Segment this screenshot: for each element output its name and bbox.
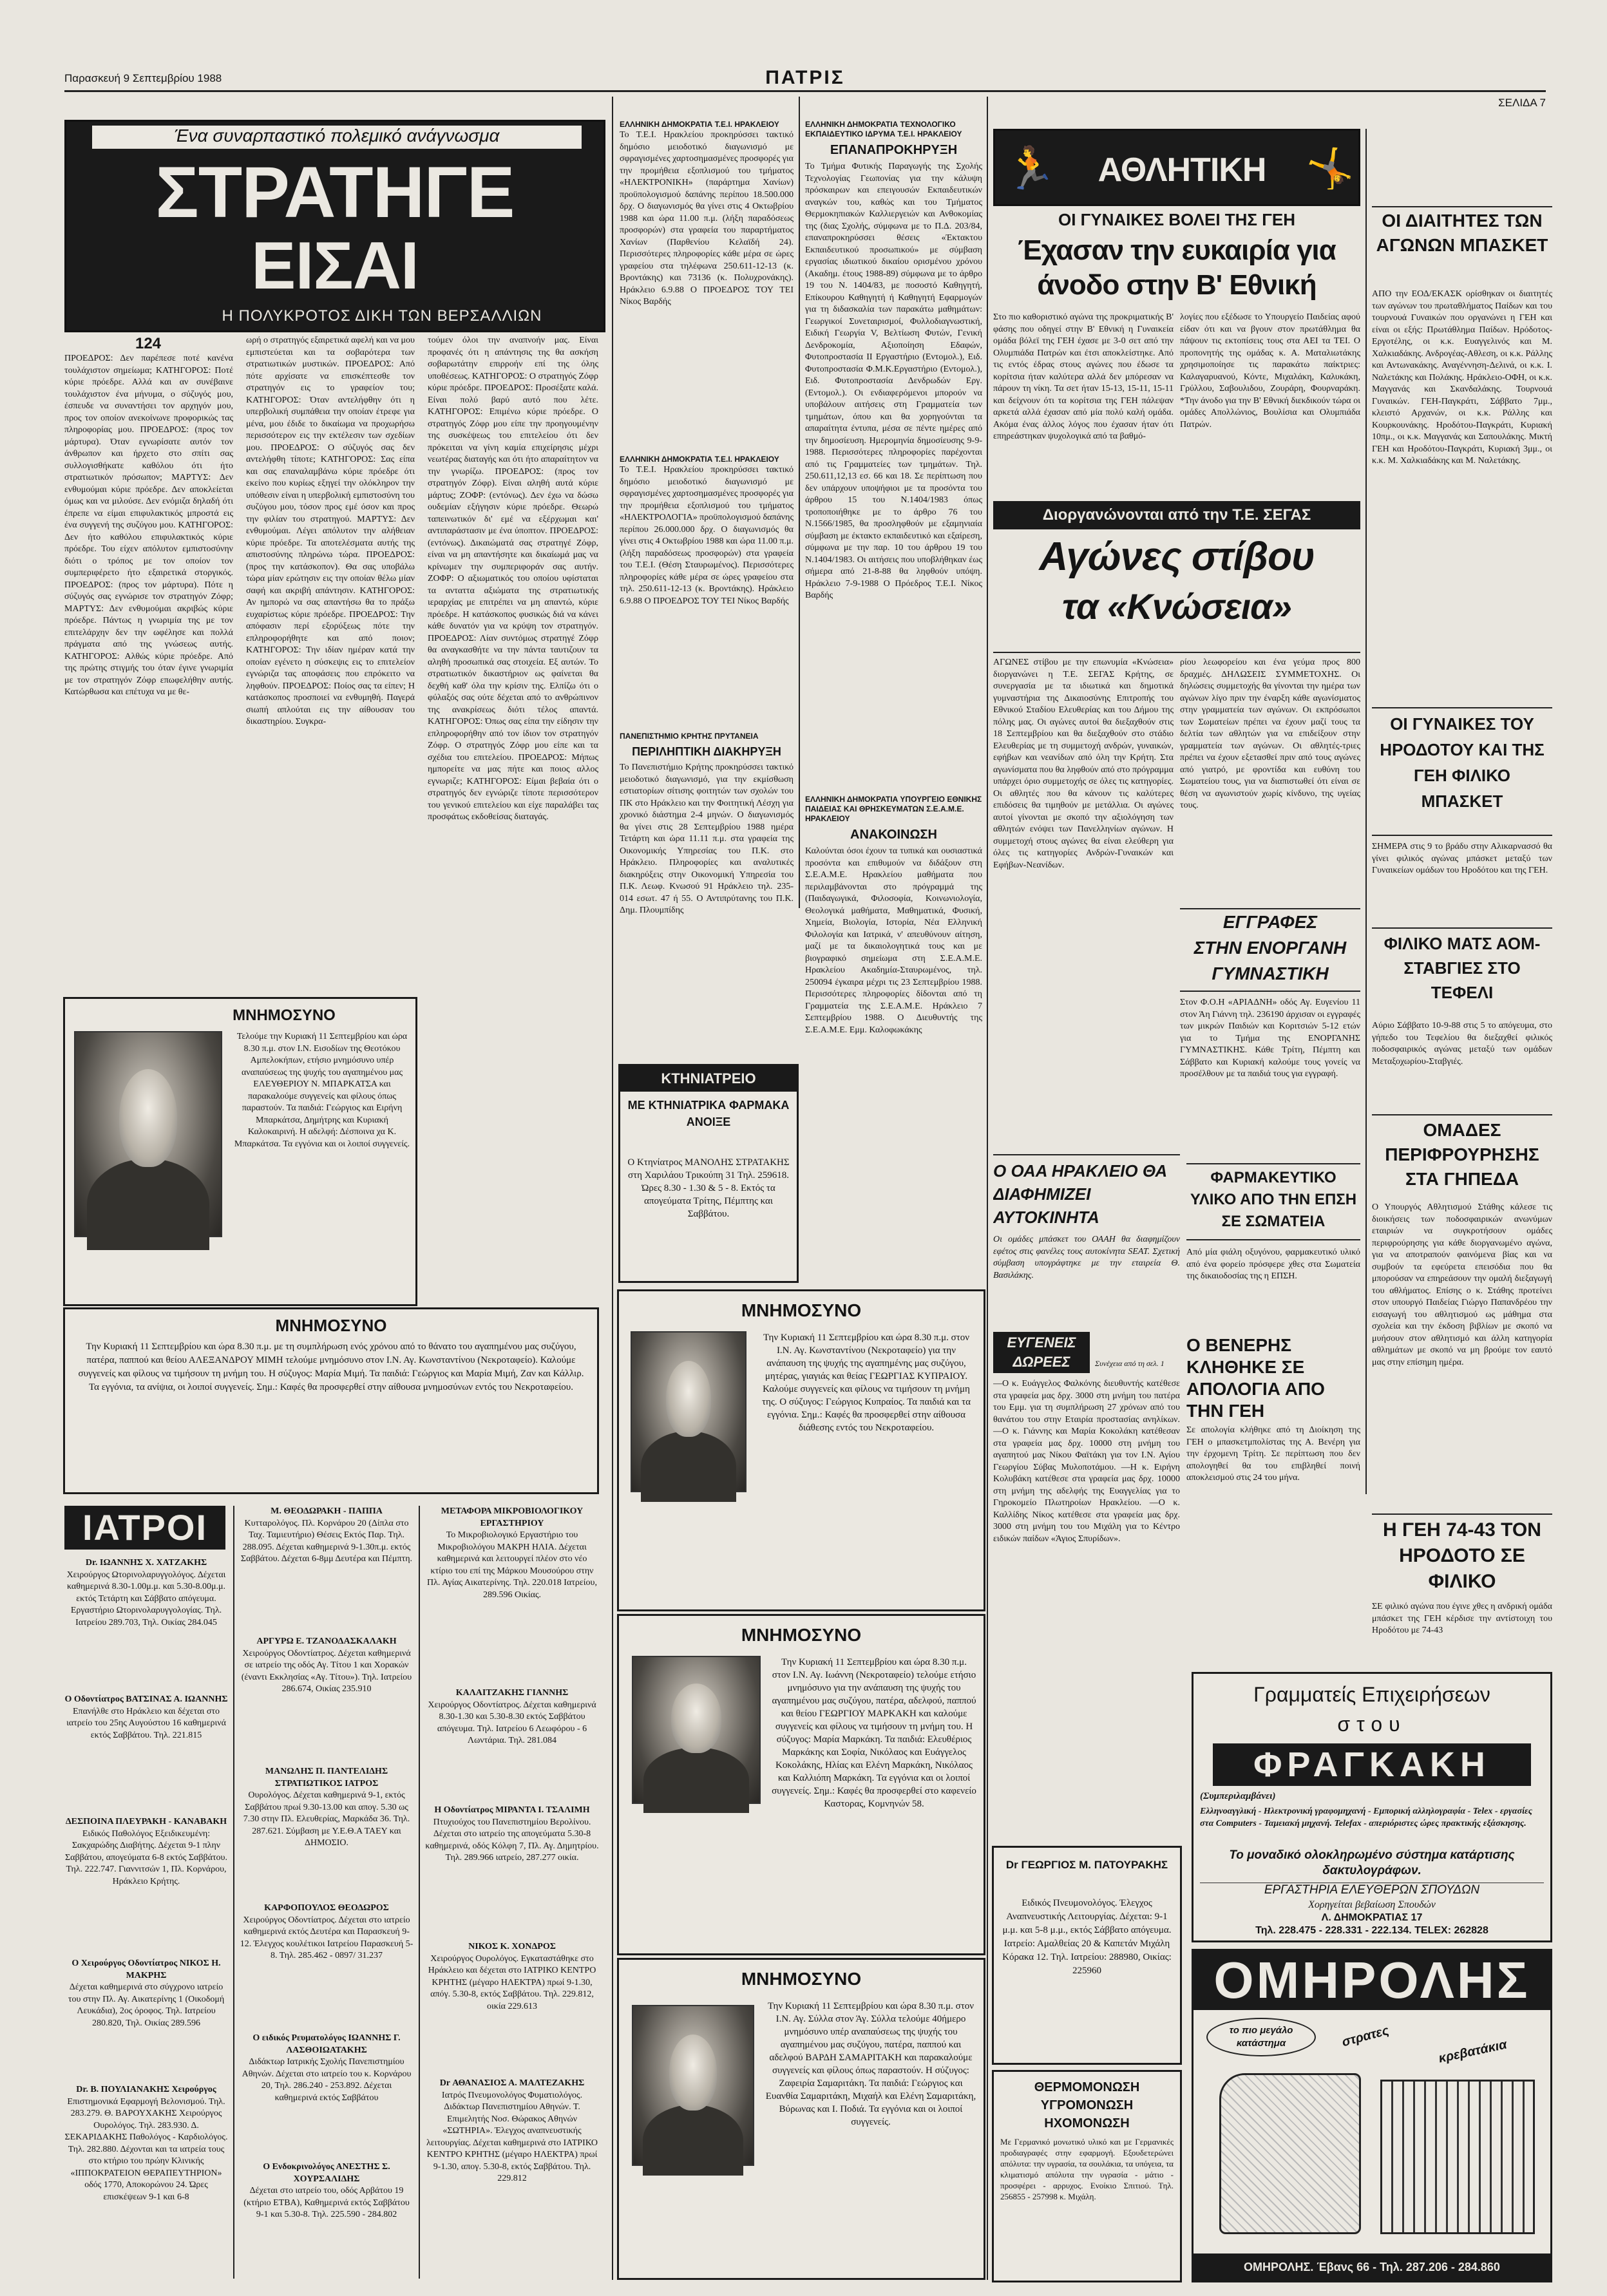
- notice-4-title: ΕΠΑΝΑΠΡΟΚΗΡΥΞΗ: [830, 143, 958, 157]
- vet-sub: ΜΕ ΚΤΗΝΙΑΤΡΙΚΑ ΦΑΡΜΑΚΑ ΑΝΟΙΞΕ: [627, 1099, 790, 1128]
- fragkaki-sub: (Συμπεριλαμβάνει): [1200, 1791, 1276, 1801]
- doctor-c2-5: [240, 2033, 414, 2155]
- doctor-c1-4-name: Ο Χειρούργος Οδοντίατρος ΝΙΚΟΣ Η. ΜΑΚΡΗΣ: [71, 1959, 221, 1980]
- serial-column-2: ωρή ο στρατηγός εξαιρετικά αφελή και να μου εμπιστεύεται και τα σοβαρότερα των στρατιωτικών μυστικών. ΠΡΟΕΔΡΟΣ: Από πότε αρχίσατε να επισκέπτεσθε τον στρατηγόν εις το γραφείον του; ΚΑΤΗΓΟΡΟΣ: Όταν αντελήφθην ότι η υπερβολική συμπάθεια την οποίαν έτρεφε για μένα, μου έδιδε το δικαίωμα να προχωρήσω περισσότερον εις την εκτέλεσιν των σχεδίων μου. ΠΡΟΕΔΡΟΣ: Ο σύζυγός σας δεν αντελήφθη τίποτε; ΚΑΤΗΓΟΡΟΣ: Σας είπα και σας επαναλαμβάνω κύριε πρόεδρε ότι εκείνο που κυρίως εξηγεί την ολόκληρον την υπόθεσιν είναι η υπερβολική εμπιστοσύνη του συζύγου μου, τόσον προς εμέ όσον και προς την φιλίαν του στρατηγού. ΜΑΡΤΥΣ: Δεν ενθυμούμαι. Λέγει απόλυτον την αλήθειαν κύριε πρόεδρε. Τα αποτελέσματα αυτής της απιστοσύνης πληρώνω τώρα. ΠΡΟΕΔΡΟΣ: (προς την κατάσκοπον). Θα σας υποβάλω τώρα μίαν ερώτησιν εις την οποίαν θέλω μίαν σαφή και ακριβή απάντησιν. ΚΑΤΗΓΟΡΟΣ: Αν ημπορώ να σας απαντήσω θα το πράξω ευχαρίστως κύριε πρόεδρε. ΠΡΟΕΔΡΟΣ: Την απόφασιν περί εξορύξεως πότε την επληροφορήθητε και από ποιον; ΚΑΤΗΓΟΡΟΣ: Την ιδίαν ημέραν κατά την οποίαν εγένετο η σύσκεψις εις το επιτελείον εγνώριζα τας αποφάσεις που επρόκειτο να ληφθούν. ΠΡΟΕΔΡΟΣ: Ποίος σας τα είπεν; Η κατάσκοπος προσποιεί να ενθυμηθή. Παγερά σιωπή απλούται εις την αίθουσαν του δικαστηρίου. Συγκρα-: [246, 336, 415, 726]
- fragkaki-name: ΦΡΑΓΚΑΚΗ: [1213, 1743, 1531, 1786]
- doctor-patourakis-ad: [992, 1846, 1182, 2065]
- memorial-1-photo: [74, 1031, 222, 1237]
- notice-tei-electrical: [620, 455, 794, 725]
- omiroli-tag-2: στρατες: [1340, 2023, 1391, 2050]
- segas-kicker: Διοργανώνονται από την Τ.Ε. ΣΕΓΑΣ: [993, 501, 1360, 529]
- serial-column-1: ΠΡΟΕΔΡΟΣ: Δεν παρέπεσε ποτέ κανένα τουλάχιστον σημείωμα; ΚΑΤΗΓΟΡΟΣ: Ποτέ κύριε πρόεδρε. Αλλά και αν συνέβαινε τουλάχιστον ένα μήνυμα, ο σύζυγός μου, έσπευδε να συναντήσει τον αρχηγόν μου, προς τον οποίον ανεκοίνωνε προφορικώς τας πληροφορίας μου. ΠΡΟΕΔΡΟΣ: (προς τον μάρτυρα). Όταν εγνωρίσατε αυτόν τον άνθρωπον και ήρχετο στο σπίτι σας συλλογισθήκατε καθόλου ότι ήτο στρατιωτικόν πρόσωπον; ΜΑΡΤΥΣ: Δεν ενθυμούμαι κύριε πρόεδρε. Δεν αποκλείεται όμως και να μιλούσε. Δεν ενόμιζα δηλαδή ότι έπρεπε να είμαι επιφυλακτικός μπροστά εις ένα συγγενή της συζύγου μου. ΚΑΤΗΓΟΡΟΣ: Δεν ήτο καθόλου επιφυλακτικός κύριε πρόεδρε. Του είχεν απόλυτον εμπιστοσύνην διότι ο τρόπος με τον οποίον τον συμπεριφέρετο ήτο εξαιρετικά στοργικός. ΠΡΟΕΔΡΟΣ: (προς τον μάρτυρα). Πότε η σύζυγός σας εγνώρισε τον στρατηγόν Ζόφρ; ΜΑΡΤΥΣ: Δεν ενθυμούμαι ακριβώς κύριε πρόεδρε. Πάντως η γνωριμία της με τον επιτελάρχην δεν την ωφέλησε και πολλά πράγματα από της γνώσεως αυτής. ΚΑΤΗΓΟΡΟΣ: Αλθώς κύριε πρόεδρε. Από της πρώτης στιγμής του όταν έγινε γνωριμία με τον στρατηγόν Ζόφρ επωφελήθην αυτής. Κατώρθωσα και επέτυχα να με θε-: [64, 354, 233, 697]
- doctor-c2-5-name: Ο ειδικός Ρευματολόγος ΙΩΑΝΝΗΣ Γ. ΛΑΣΘΟΙΩΑΤΑΚΗΣ: [252, 2033, 401, 2055]
- column-divider-b: [799, 97, 800, 908]
- stroller-icon: [1219, 2073, 1361, 2234]
- gifts-banner: ΕΥΓΕΝΕΙΣ ΔΩΡΕΕΣ: [993, 1332, 1090, 1373]
- omiroli-tag-1: το πιο μεγάλο κατάστημα: [1206, 2018, 1316, 2056]
- doctor-c3-4-name: ΝΙΚΟΣ Κ. ΧΟΝΔΡΟΣ: [468, 1942, 556, 1951]
- serial-title-line2: ΕΙΣΑΙ: [251, 229, 419, 303]
- doctor-c2-3-name: ΜΑΝΩΛΗΣ Π. ΠΑΝΤΕΛΙΔΗΣ ΣΤΡΑΤΙΩΤΙΚΟΣ ΙΑΤΡΟΣ: [265, 1767, 388, 1788]
- gymnast-icon: 🤸: [1306, 147, 1355, 190]
- memorial-1-text: Τελούμε την Κυριακή 11 Σεπτεμβρίου και ώρα 8.30 π.μ. στον Ι.Ν. Εισοδίων της Θεοτόκου Αμπελοκήπων, ετήσιο μνημόσυνο υπέρ αναπαύσεως της ψυχής του αγαπημένου μας ΕΛΕΥΘΕΡΙΟΥ Ν. ΜΠΑΡΚΑΤΣΑ και παρακαλούμε συγγενείς και φίλους όπως παραστούν. Τα παιδιά: Γεώργιος και Ειρήνη Μπαρκάτσα, Δημήτρης και Κυριακή Καλοκαιρινή. Η αδελφή: Δέσποινα χα Κ. Μπαρκάτσα. Τα εγγόνια και οι λοιποί συγγενείς.: [234, 1032, 410, 1149]
- doctor-c3-5: [425, 2078, 599, 2277]
- patourakis-name: Dr ΓΕΩΡΓΙΟΣ Μ. ΠΑΤΟΥΡΑΚΗΣ: [1005, 1859, 1168, 1871]
- doctor-c2-1-name: Μ. ΘΕΟΔΩΡΑΚΗ - ΠΑΠΠΑ: [271, 1506, 383, 1516]
- pharma-title: ΦΑΡΜΑΚΕΥΤΙΚΟ ΥΛΙΚΟ ΑΠΟ ΤΗΝ ΕΠΣΗ ΣΕ ΣΩΜΑΤΕΙΑ: [1186, 1163, 1360, 1240]
- sports-banner: [993, 129, 1360, 206]
- runner-icon: 🏃: [1005, 146, 1056, 191]
- doctor-c3-2-name: ΚΑΛΑΙΤΖΑΚΗΣ ΓΙΑΝΝΗΣ: [455, 1688, 569, 1698]
- memorial-3-text: Την Κυριακή 11 Σεπτεμβρίου και ώρα 8.30 π.μ. στον Ι.Ν. Αγ. Κωνσταντίνου (Νεκροταφείο) για την ανάπαυση της ψυχής της αγαπημένης μας συζύγου, μητέρας, γιαγιάς και θείας ΓΕΩΡΓΙΑΣ ΚΥΠΡΑΙΟΥ. Καλούμε συγγενείς και φίλους να τιμήσουν τη μνήμη της. Ο σύζυγος: Γεώργιος Κυπραίος. Τα παιδιά και τα εγγόνια. Σημ.: Καφές θα προσφερθεί στην αίθουσα διάθεσης εντός του Νεκροταφείου.: [762, 1333, 971, 1433]
- fragkaki-text: Ελληνοαγγλική - Ηλεκτρονική γραφομηχανή - Εμπορική αλληλογραφία - Telex - εργασίες στα Computers - Ταμειακή μηχανή. Telefax - απεριόριστες ώρες πρακτικής εξάσκησης.: [1200, 1807, 1532, 1828]
- notice-5-title: ΑΝΑΚΟΙΝΩΣΗ: [850, 828, 937, 842]
- thermo-ad: [992, 2070, 1182, 2282]
- page-number: ΣΕΛΙΔΑ 7: [1498, 97, 1546, 109]
- doctor-c2-4-text: Χειρούργος Οδοντίατρος. Δέχεται στο ιατρείο καθημερινά εκτός Δευτέρα και Παρασκευή 9-12. Έλεγχος κουλέτικοι Ιατρείου Παρασκευή 5-8. Τηλ. 285.462 - 0897/ 31.237: [240, 1915, 414, 1960]
- gifts-continued: Συνέχεια από τη σελ. 1: [1095, 1359, 1165, 1368]
- gymnastics-text: Στον Φ.Ο.Η «ΑΡΙΑΔΝΗ» οδός Αγ. Ευγενίου 11 στον Άη Γιάννη τηλ. 236190 άρχισαν οι εγγραφές των μικρών Παιδιών και Κοριτσιών 5-12 ετών για το Τμήμα της ΕΝΟΡΓΑΝΗΣ ΓΥΜΝΑΣΤΙΚΗΣ. Κάθε Τρίτη, Πέμπτη και Σάββατο και Κυριακή καλούμε τους γονείς να προσέλθουν με τα παιδιά τους για εγγραφή.: [1180, 998, 1360, 1079]
- vet-title: ΚΤΗΝΙΑΤΡΕΙΟ: [620, 1066, 797, 1092]
- doctor-c1-4-text: Δέχεται καθημερινά στο σύγχρονο ιατρείο του στην Πλ. Αγ. Αικατερίνης 1 (Οικοδομή Λευκάδια), 2ος όροφος. Τηλ. Ιατρείου 280.820, Τηλ. Οικίας 289.596: [68, 1982, 225, 2028]
- veneris-title: Ο ΒΕΝΕΡΗΣ ΚΛΗΘΗΚΕ ΣΕ ΑΠΟΛΟΓΙΑ ΑΠΟ ΤΗΝ ΓΕΗ: [1186, 1335, 1325, 1421]
- serial-title-line1: ΣΤΡΑΤΗΓΕ: [155, 154, 515, 231]
- women-basket-title: ΟΙ ΓΥΝΑΙΚΕΣ ΤΟΥ ΗΡΟΔΟΤΟΥ ΚΑΙ ΤΗΣ ΓΕΗ ΦΙΛΙΚΟ ΜΠΑΣΚΕΤ: [1372, 707, 1552, 836]
- memorial-2-text: Την Κυριακή 11 Σεπτεμβρίου και ώρα 8.30 π.μ. με τη συμπλήρωση ενός χρόνου από το θάνατο του αγαπημένου μας συζύγου, πατέρα, παππού και θείου ΑΛΕΞΑΝΔΡΟΥ ΜΙΜΗ τελούμε μνημόσυνο στον Ι.Ν. Αγ. Κωνσταντίνου (Νεκροταφείο). Καλούμε συγγενείς και φίλους να τιμήσουν τη μνήμη του. Η σύζυγος: Μαρία Μιμή. Τα παιδιά: Γεώργιος και Μαρία Μιμή, Ζαν και Κάλλιρ. Τα εγγόνια, τα ανίψια, οι λοιποί συγγενείς. Σημ.: Καφές θα προσφερθεί στην αίθουσα μνημοσύνων εντός του Νεκροταφείου.: [78, 1342, 584, 1392]
- notice-1-head: ΕΛΛΗΝΙΚΗ ΔΗΜΟΚΡΑΤΙΑ Τ.Ε.Ι. ΗΡΑΚΛΕΙΟΥ: [620, 120, 779, 129]
- volley-col-2: λογίες που εξέδωσε το Υπουργείο Παιδείας αφού είδαν ότι και να βγουν στον πρωτάθλημα θα πάψουν τις εκτοπίσεις τους στα ΑΕΙ τα ΤΕΙ. Ο προπονητής της ομάδας κ. Α. Ματαλιωτάκης χρησιμοποίησε τις παρακάτω παίκτριες: Καλαγαρυανού, Κόντε, Μιχαλάκη, Καλυκάκη, Γρύλλου, Σαβουλιδου, Ζουράρη, Φουρναράκη. *Την άνοδο για την Β' Εθνική διεκδικούν τώρα οι ομάδες Απολλώνιος, Βουλίσια και Ολυμπιάδα Πατρών.: [1180, 312, 1360, 430]
- fragkaki-tel: Τηλ. 228.475 - 228.331 - 222.134. TELEX: 262828: [1255, 1925, 1488, 1936]
- vet-clinic-ad: [618, 1064, 799, 1283]
- fragkaki-line-2: στου: [1337, 1713, 1407, 1736]
- aom-text: Αύριο Σάββατο 10-9-88 στις 5 το απόγευμα, στο γήπεδο του Τεφελίου θα διεξαχθεί φιλικός ποδοσφαιρικός αγώνας μεταξύ των ομάδων Μεταξοχωρίου-Σταβγιές.: [1372, 1021, 1552, 1067]
- gei-title: Η ΓΕΗ 74-43 ΤΟΝ ΗΡΟΔΟΤΟ ΣΕ ΦΙΛΙΚΟ: [1372, 1513, 1552, 1597]
- veneris-text: Σε απολογία κλήθηκε από τη Διοίκηση της ΓΕΗ ο μπασκετμπολίστας της Α. Βενέρη για την έρχομενη Τρίτη. Σε περίπτωση που δεν απολογηθεί θα του επιβληθεί ποινή αποκλεισμού στις 24 του μήνα.: [1186, 1425, 1360, 1483]
- serial-kicker: Ένα συναρπαστικό πολεμικό ανάγνωσμα: [92, 126, 582, 149]
- doctors-divider-1: [233, 1506, 234, 2279]
- doctor-c3-4-text: Χειρούργος Ουρολόγος. Εγκαταστάθηκε στο Ηράκλειο και δέχεται στο ΙΑΤΡΙΚΟ ΚΕΝΤΡΟ ΚΡΗΤΗΣ (μέγαρο ΗΛΕΚΤΡΑ) πρωί 9-1.30, απόγ. 5.30-8, εκτός Σαββάτου. Τηλ. 229.812, οικία 229.613: [428, 1953, 596, 2011]
- aom-title: ΦΙΛΙΚΟ ΜΑΤΣ ΑΟΜ-ΣΤΑΒΓΙΕΣ ΣΤΟ ΤΕΦΕΛΙ: [1372, 927, 1552, 1018]
- doctor-c3-3: [425, 1805, 599, 1933]
- notice-4-head: ΕΛΛΗΝΙΚΗ ΔΗΜΟΚΡΑΤΙΑ ΤΕΧΝΟΛΟΓΙΚΟ ΕΚΠΑΙΔΕΥΤΙΚΟ ΙΔΡΥΜΑ Τ.Ε.Ι. ΗΡΑΚΛΕΙΟΥ: [805, 120, 962, 138]
- patrol-title: ΟΜΑΔΕΣ ΠΕΡΙΦΡΟΥΡΗΣΗΣ ΣΤΑ ΓΗΠΕΔΑ: [1372, 1114, 1552, 1198]
- doctor-c3-2-text: Χειρούργος Οδοντίατρος. Δέχεται καθημερινά 8.30-1.30 και 5.30-8.30 εκτός Σαββάτου απόγευμα. Τηλ. Ιατρείου 6 Λεωφόρου - 6 Λωντάρια. Τηλ. 281.084: [428, 1700, 596, 1745]
- column-divider-a: [612, 97, 613, 2280]
- volley-kicker: ΟΙ ΓΥΝΑΙΚΕΣ ΒΟΛΕΙ ΤΗΣ ΓΕΗ: [1058, 210, 1296, 229]
- thermo-text: Με Γερμανικό μονωτικό υλικό και με Γερμανικές προδιαγραφές στην εφαρμογή. Εξουδετερώνει απόλυτα: την υγρασία, τα σουλάκια, τα υπόγεια, τα κλιματισμό απόλυτα την υγρασία - μάτιο - προσφέρει - αρρυχος. Ενοίκιο Σπιτιού. Τηλ. 256855 - 257998 κ. Μιχάλη.: [1000, 2137, 1174, 2201]
- column-divider-d: [1365, 129, 1367, 1494]
- notice-tei-reannounce: [805, 120, 982, 790]
- doctor-c2-6: [240, 2161, 414, 2277]
- segas-col-2: ρίου λεωφορείου και ένα γεύμα προς 800 δραχμές. ΔΗΛΩΣΕΙΣ ΣΥΜΜΕΤΟΧΗΣ. Οι δηλώσεις συμμετοχής θα γίνονται την ημέρα των αγώνων λίγο πριν την έναρξη κάθε αγωνίσματος στην γραμματεία των αγώνων. Οι εκπρόσωποι των Σωματείων πρέπει να έχουν μαζί τους τα δελτία των αθλητών για να επιδείξουν στην γραμματεία των αγώνων. Οι αθλητές-τριες πρέπει να έχουν εξετασθεί πριν από τους αγώνες από γιατρό, με φροντίδα και ευθύνη του Σωματείου τους, για να διαπιστωθεί ότι είναι σε θέση να αγωνιστούν χωρίς κίνδυνο, της υγείας τους.: [1180, 658, 1360, 810]
- fragkaki-bullet: Το μοναδικό ολοκληρωμένο σύστημα κατάρτισης δακτυλογράφων.: [1229, 1848, 1515, 1877]
- gifts-text: —Ο κ. Ευάγγελος Φαλκόνης διευθυντής κατέθεσε στα γραφεία μας δρχ. 3000 στη μνήμη του πατέρα του Εμμ. για τη συμπλήρωση 27 χρόνων από του θανάτου του στην Εταιρία προστασίας ανηλίκων. —Ο κ. Γιάννης και Μαρία Κοκολάκη κατέθεσαν στα γραφεία μας δρχ. 10000 στη μνήμη του αγαπητού μας Νίκου Φαϊτάκη για τον Ι.Ν. Αγίου Γεωργίου Σύβας Μυλοποτάμου. —Η κ. Ειρήνη Κολυβάκη κατέθεσε στα γραφεία μας δρχ. 10000 στη μνήμη της αδελφής της Ευαγγελίας για το Γηροκομείο Πλωτηροίων Ηρακλείου. —Ο κ. Καλλίδης Νίκος κατέθεσε στα γραφεία μας δρχ. 3000 στη μνήμη του του Μιχάλη για το Κέντρο ειδικών παίδων «Άγιος Σπυρίδων».: [993, 1379, 1180, 1544]
- memorial-3-heading: ΜΝΗΜΟΣΥΝΟ: [741, 1300, 862, 1320]
- fragkaki-line-1: Γραμματείς Επιχειρήσεων: [1253, 1683, 1490, 1706]
- oaa-title: Ο ΟΑΑ ΗΡΑΚΛΕΙΟ ΘΑ ΔΙΑΦΗΜΙΖΕΙ ΑΥΤΟΚΙΝΗΤΑ: [993, 1154, 1180, 1231]
- notice-university: [620, 732, 794, 1060]
- doctor-c3-2: [425, 1687, 599, 1797]
- doctor-c1-2-name: Ο Οδοντίατρος ΒΑΤΣΙΝΑΣ Α. ΙΩΑΝΝΗΣ: [64, 1694, 228, 1704]
- memorial-1-heading: ΜΝΗΜΟΣΥΝΟ: [233, 1007, 336, 1024]
- oaa-text: Οι ομάδες μπάσκετ του ΟΑΑΗ θα διαφημίζουν εφέτος στις φανέλες τους αυτοκίνητα SEAT. Σχετική σύμβαση υπογράφτηκε με την εταιρεία Θ. Βασιλάκης.: [993, 1235, 1180, 1280]
- doctor-c1-1-name: Dr. ΙΩΑΝΝΗΣ Χ. ΧΑΤΖΑΚΗΣ: [85, 1558, 207, 1568]
- doctor-c2-2: [240, 1636, 414, 1758]
- omiroli-footer: ΟΜΗΡΟΛΗΣ. Έβανς 66 - Τηλ. 287.206 - 284.860: [1193, 2253, 1550, 2281]
- serial-subtitle: Η ΠΟΛΥΚΡΟΤΟΣ ΔΙΚΗ ΤΩΝ ΒΕΡΣΑΛΛΙΩΝ: [222, 307, 542, 325]
- omiroli-ad: [1192, 1949, 1552, 2282]
- notice-5-head: ΕΛΛΗΝΙΚΗ ΔΗΜΟΚΡΑΤΙΑ ΥΠΟΥΡΓΕΙΟ ΕΘΝΙΚΗΣ ΠΑΙΔΕΙΑΣ ΚΑΙ ΘΡΗΣΚΕΥΜΑΤΩΝ Σ.Ε.Α.Μ.Ε. ΗΡΑΚΛΕΙΟΥ: [805, 795, 982, 823]
- doctor-c2-5-text: Διδάκτωρ Ιατρικής Σχολής Πανεπιστημίου Αθηνών. Δέχεται στο ιατρείο του κ. Κορνάρου 20, Τηλ. 286.240 - 253.892. Δέχεται καθημερινά εκτός Σαββάτου: [242, 2057, 412, 2103]
- doctor-c2-3-text: Ουρολόγος. Δέχεται καθημερινά 9-1, εκτός Σαββάτου πρωί 9.30-13.00 και απογ. 5.30 ως 7.30 στην Πλ. Ελευθερίας, Μαρκάδα 36. Τηλ. 287.621. Σύμβαση με Υ.Ε.Θ.Α ΤΑΕΥ και ΔΗΜΟΣΙΟ.: [243, 1790, 410, 1848]
- omiroli-name: ΟΜΗΡΟΛΗΣ: [1193, 1951, 1550, 2010]
- fragkaki-cert: Χορηγείται βεβαίωση Σπουδών: [1308, 1899, 1436, 1910]
- doctor-c1-2-text: Επανήλθε στο Ηράκλειο και δέχεται στο ιατρείο του 25ης Αυγούστου 16 καθημερινά εκτός Σαββάτου. Τηλ. 221.815: [66, 1706, 226, 1740]
- memorial-box-4: [617, 1614, 985, 1955]
- gymnastics-heading: [1180, 908, 1360, 992]
- pharma-text: Από μία φιάλη οξυγόνου, φαρμακευτικό υλικό από ένα φορείο πρόσφερε χθες στα Σωματεία της δικαιοδοσίας της η ΕΠΣΗ.: [1186, 1248, 1360, 1281]
- doctor-c3-1-name: ΜΕΤΑΦΟΡΑ ΜΙΚΡΟΒΙΟΛΟΓΙΚΟΥ ΕΡΓΑΣΤΗΡΙΟΥ: [441, 1506, 584, 1528]
- patrol-text: Ο Υπουργός Αθλητισμού Στάθης κάλεσε τις διοικήσεις των ποδοσφαιρικών ανωνύμων εταιριών να συγκροτήσουν ομάδες περιφρούρησης για κάθε διοργανωμένο αγώνα, για να αποτραπούν φαινόμενα βίας και να συμβούν τα εφεύρετα επεισόδια που θα μπορούσαν να επηρεάσουν την ομαλή διεξαγωγή του αθλήματος. Επίσης ο κ. Στάθης προτείνει στον υπουργό Παιδείας Γιώργο Παπανδρέου την εισαγωγή του αθλητισμού ως μάθημα στα σχολεία και την έκδοση βιβλίων με σκοπό να μυήσουν στον αθλητισμό και άλλη κατηγορία αθλημάτων με σκοπό να μη βρούμε τον εαυτό μας στην επίσημη ημέρα.: [1372, 1202, 1552, 1367]
- doctor-c3-5-name: Dr ΑΘΑΝΑΣΙΟΣ Α. ΜΑΛΤΕΖΑΚΗΣ: [439, 2078, 585, 2088]
- segas-title-1: Αγώνες στίβου: [1039, 535, 1315, 579]
- masthead-rule: [64, 90, 1546, 92]
- notice-4-text: Το Τμήμα Φυτικής Παραγωγής της Σχολής Τεχνολογίας Γεωπονίας για την κάλυψη πρόσκαιρων και επειγουσών Εκπαιδευτικών αναγκών του, καθώς και του Τμήματος Θερμοκηπιακών Καλλιεργειών και Ανθοκομίας της (διας Σχολής, σύμφωνα με το Π.Δ. 203/84, επαναπροκηρύσσει θέσεις «Έκτακτου Εκπαιδευτικού προσωπικού» με σύμβαση εργασίας ιδιωτικού δικαίου ορισμένου χρόνου (Ακαδημ. έτους 1988-89) σύμφωνα με το άρθρο 19 του Ν. 1404/83, με ποσοστό Καθηγητή, Επίκουρου Καθηγητή ή Καθηγητή Εφαρμογών για τη διδασκαλία των παρακάτω μαθημάτων: Γεωργικοί Συνεταιρισμοί, Φυλλοδιαγνωστική, Ειδική Γεωργία V, Βελτίωση Φυτών, Γενική Δενδροκομία, Αξιοποίηση Εδαφών, Φυτοπροστασία ΙΙ Εργαστήριο (Εντομολ.), Ειδ. Φυτοπροστασία Φ.Μ.Κ.Εργαστήριο (Εντομολ.), Ειδ. Φυτοπροστασία Δενδρωδών Εργ. (Εντομολ.). Οι ενδιαφερόμενοι μπορούν να υποβάλουν αιτήσεις στη Γραμματεία των τμημάτων, όπου και θα χορηγούνται τα απαραίτητα έντυπα, μέσα σε πέντε ημέρες από την δημοσίευση. Ημερομηνία δημοσίευσης 9-9-1988. Περισσότερες πληροφορίες παρέχονται από τις Γραμματείες των τμημάτων. Τηλ. 250.611,12,13 εσ. 66 και 18. Σε περίπτωση που δεν υπάρχουν υποψήφιοι με τα προσόντα του άρθρου 15 του Ν.1404/1983 όπως τροποποιήθηκε με το άρθρο 76 του Ν.1566/1985, θα προσληφθούν με εξαμηνιαία σύμβαση με έκτακτο εκπαιδευτικό και εξαίρεση, σύμφωνα με την παρ. 10 του άρθρου 19 του Ν.1404/1983. Οι αιτήσεις που υποβλήθηκαν έως σήμερα από 21-8-88 θα ληφθούν υπόψη. Ηράκλειο 7-9-1988 Ο Πρόεδρος Τ.Ε.Ι. Νίκος Βαρδής: [805, 162, 982, 600]
- doctor-c3-1-text: Το Μικροβιολογικό Εργαστήριο του Μικροβιολόγου ΜΑΚΡΗ ΗΛΙΑ. Δέχεται καθημερινά και λειτουργεί πλέον στο νέο κτίριο του επί της Μάρκου Μουσούρου στην Πλ. Αγίας Αικατερίνης. Τηλ. 220.018 Ιατρείου, 289.596 Οικίας.: [426, 1530, 597, 1600]
- doctor-c1-1-text: Χειρούργος Ωτορινολαρυγγολόγος. Δέχεται καθημερινά 8.30-1.00μ.μ. και 5.30-8.00μ.μ. εκτός Τετάρτη και Σάββατο απόγευμα. Εργαστήριο Ωτορινολαρυγγολογίας. Τηλ. Ιατρείου 289.703, Τηλ. Οικίας 284.045: [66, 1570, 226, 1627]
- doctor-c1-5-text: Επιστημονικά Εφαρμογή Βελονισμού. Τηλ. 283.279. Θ. ΒΑΡΟΥΧΑΚΗΣ Χειρούργος Ουρολόγος. Τηλ. 283.930. Δ. ΣΕΚΑΡΙΔΑΚΗΣ Παθολόγος - Καρδιολόγος. Τηλ. 282.880. Δέχονται και τα ιατρεία τους στο κτήριο του πρώην Κλινικής «ΙΠΠΟΚΡΑΤΕΙΟΝ ΘΕΡΑΠΕΥΤΗΡΙΟΝ» οδός 1770, Αποκορώνου 24. Ώρες επισκέψεων 9-1 και 6-8: [64, 2096, 228, 2202]
- serial-column-3: τούμεν όλοι την αναπνοήν μας. Είναι προφανές ότι η απάντησις της θα ασκήση σοβαρωτάτην επιρροήν επί της όλης υποθέσεως. ΚΑΤΗΓΟΡΟΣ: Ο στρατηγός Ζόφρ κύριε πρόεδρε. ΠΡΟΕΔΡΟΣ: Προσέξατε καλά. Είναι πολύ βαρύ αυτό που λέτε. ΚΑΤΗΓΟΡΟΣ: Επιμένω κύριε πρόεδρε. Ο στρατηγός Ζόφρ μου είπε την προηγουμένην της συσκέψεως του επιτελείου ότι δεν πρόκειται να γίνη καμία επιχείρησις μέχρι νεωτέρας διαταγής και ότι ήτο απαραίτητον να την γνωρίζω. ΠΡΟΕΔΡΟΣ: (προς τον στρατηγόν Ζόφρ). Είναι αληθή αυτά κύριε μάρτυς; ΖΟΦΡ: (εντόνως). Δεν έχω να δώσω ουδεμίαν εξήγησιν κύριε πρόεδρε. Θεωρώ ταπεινωτικόν δι' εμέ να εξέρχωμαι και' αντιπαράστασιν με ένα ύποπτον. ΠΡΟΕΔΡΟΣ: (εντόνως). Δικαιώματά σας στρατηγέ Ζόφρ, είναι να μη απαντήσητε και δικαίωμά μας να κρίνωμεν την συμπεριφοράν σας αυτήν. ΖΟΦΡ: Ο αξιωματικός του οποίου υφίσταται τα ανταττα αξιώματα της στρατιωτικής ιεραρχίας με επιτρέπει να μη απαντώ, κύριε πρόεδρε. Η κατάσκοπος φυσικώς διά να κάνει κάθε δυνατόν για να κρύψη τον στρατηγόν. ΠΡΟΕΔΡΟΣ: Λίαν συντόμως στρατηγέ Ζόφρ θα αναγκασθήτε να την πάντα ταυτιζουν τα αληθή προσωπικά σας στοιχεία. Εξ αυτών. Το στρατιωτικόν δικαστήριον ως φαίνεται θα δεχθή καθ' όλα την κρίσιν της. Ελπίζω ότι ο φύλαξός σας ούτε δέχεται από το ανθρώπινον της ανακρίσεως διότι τέλος απαντά. ΚΑΤΗΓΟΡΟΣ: Όπως σας είπα την είδησιν την επληροφορήθην από τον ίδιον τον στρατηγόν Ζόφρ. Ο στρατηγός Ζόφρ μου είπε και τα σχέδια του επιτελείου. ΠΡΟΕΔΡΟΣ: Μήπως ημπορείτε να μας πήτε και ποιος αλλος εγνωριζε; ΚΑΤΗΓΟΡΟΣ: Είμαι βεβαία ότι ο στρατηγός δεν εγνώριζε τίποτε περισσότερον του γενικού επιτελείου και είχε παραλάβει τας προσφάτως εκδοθείσας διαταγάς.: [428, 336, 598, 822]
- patourakis-text: Ειδικός Πνευμονολόγος. Έλεγχος Αναπνευστικής Λειτουργίας. Δέχεται: 9-1 μ.μ. και 5-8 μ.μ., εκτός Σάββατο απόγευμα. Ιατρείο: Αμαλθείας 20 & Καπετάν Μιχάλη Κόρακα 12. Τηλ. Ιατρείου: 288980, Οικίας: 225960: [1002, 1898, 1172, 1976]
- fragkaki-ad: [1192, 1672, 1552, 1942]
- memorial-3-photo: [631, 1331, 746, 1492]
- volley-title: Έχασαν την ευκαιρία για άνοδο στην Β' Εθνική: [1018, 234, 1336, 301]
- referees-title: ΟΙ ΔΙΑΙΤΗΤΕΣ ΤΩΝ ΑΓΩΝΩΝ ΜΠΑΣΚΕΤ: [1372, 206, 1552, 283]
- gymnastics-title-1: ΕΓΓΡΑΦΕΣ: [1222, 912, 1318, 932]
- column-divider-c: [987, 97, 988, 2280]
- notice-2-text: Το Τ.Ε.Ι. Ηρακλείου προκηρύσσει τακτικό δημόσιο μειοδοτικό διαγωνισμό με σφραγισμένες χαρτοσημασμένες προσφορές για την προμήθεια εξοπλισμού του τμήματος «ΗΛΕΚΤΡΟΛΟΓΙΑ» προϋπολογισμού δαπάνης περίπου 26.000.000 δρχ. Ο διαγωνισμός θα γίνει στις 4 Οκτωβρίου 1988 και ώρα 11.00 π.μ. (λήξη παραδόσεως προσφορών) στα γραφεία του Τ.Ε.Ι. (Θέση Σταυρωμένος). Περισσότερες πληροφορίες κάθε μέρα σε ώρες γραφείου στα τηλ. 250.611-12-13 (κ. Βροντάκης). Ηράκλειο 6.9.88 Ο ΠΡΟΕΔΡΟΣ ΤΟΥ ΤΕΙ Νίκος Βαρδής: [620, 465, 794, 606]
- thermo-title: ΘΕΡΜΟΜΟΝΩΣΗ ΥΓΡΟΜΟΝΩΣΗ ΗΧΟΜΟΝΩΣΗ: [1034, 2080, 1140, 2130]
- doctor-c2-6-name: Ο Ενδοκρινολόγος ΑΝΕΣΤΗΣ Σ. ΧΟΥΡΣΑΛΙΔΗΣ: [263, 2162, 390, 2184]
- doctor-c1-3-text: Ειδικός Παθολόγος Εξειδικευμένη: Σακχαρώδης Διαβήτης. Δέχεται 9-1 πλην Σαββάτου, απογεύματα 6-8 εκτός Σαββάτου. Τηλ. 222.747. Γιαννιτσών 1, Πλ. Κορνάρου, Ηράκλειο Κρήτης.: [65, 1828, 227, 1886]
- memorial-5-heading: ΜΝΗΜΟΣΥΝΟ: [741, 1969, 862, 1989]
- doctor-c2-3: [240, 1766, 414, 1895]
- doctor-c1-2: [64, 1694, 228, 1803]
- notice-3-head: ΠΑΝΕΠΙΣΤΗΜΙΟ ΚΡΗΤΗΣ ΠΡΥΤΑΝΕΙΑ: [620, 732, 759, 741]
- segas-col-1: ΑΓΩΝΕΣ στίβου με την επωνυμία «Κνώσεια» διοργανώνει η Τ.Ε. ΣΕΓΑΣ Κρήτης, σε συνεργασία με τα ιδιωτικά και δημοτικά γυμναστήρια της Δικαιοσύνης Επιτροπής του Εθνικού Σταδίου Ελευθερίας και του Δήμου της πόλης μας. Οι αγώνες αυτοί θα διεξαχθούν στις 18 Σεπτεμβρίου και θα διεξαχθούν στο στάδιο Ελευθερίας με τη συμμετοχή ανδρών, γυναικών, εφήβων και νεανίδων από όλη την Κρήτη. Στα αγωνίσματα που θα ληφθούν από στο πρόγραμμα υπάρχει όριο συμμετοχής σε όλες τις κατηγορίες. Οι αθλητές που θα κάνουν τις καλύτερες επιδόσεις θα τιμηθούν με μετάλλια. Οι αγώνες αυτοί γίνονται με σκοπό την αξιολόγηση των αθλητών ενόψει των Πανελληνίων αγώνων. Η συμμετοχή στους αγώνες θα είναι ελεύθερη για όλες τις κατηγορίες Ανδρών-Γυναικών και Εφήβων-Νεανίδων.: [993, 658, 1174, 870]
- memorial-box-1: [63, 997, 417, 1306]
- segas-rule: [993, 652, 1360, 653]
- doctors-divider-2: [419, 1506, 420, 2279]
- doctor-c2-1: [240, 1506, 414, 1628]
- notice-1-text: Το Τ.Ε.Ι. Ηρακλείου προκηρύσσει τακτικό δημόσιο μειοδοτικό διαγωνισμό με σφραγισμένες χαρτοσημασμένες προσφορές για την προμήθεια εξοπλισμού του τμήματος «ΗΛΕΚΤΡΟΝΙΚΗ» (παράρτημα Χανίων) προϋπολογισμού δαπάνης περίπου 18.500.000 δρχ. Ο διαγωνισμός θα γίνει στις 4 Οκτωβρίου 1988 και ώρα 11.00 π.μ. (λήξη παραδόσεως προσφορών) στα γραφεία του παραρτήματος Χανίων (Παρθενίου Κελαϊδή 24). Περισσότερες πληροφορίες κάθε μέρα σε ώρες γραφείου στα τηλέφωνα 250.611-12-13 (κ. Βροντάκης) και 73136 (κ. Πολυχρονάκης). Ηράκλειο 6.9.88 Ο ΠΡΟΕΔΡΟΣ ΤΟΥ ΤΕΙ Νίκος Βαρδής: [620, 130, 794, 307]
- doctor-c3-1: [425, 1506, 599, 1680]
- doctor-c3-3-name: Η Οδοντίατρος ΜΙΡΑΝΤΑ Ι. ΤΣΑΛΙΜΗ: [434, 1805, 590, 1815]
- memorial-4-photo: [632, 1656, 761, 1804]
- memorial-5-text: Την Κυριακή 11 Σεπτεμβρίου και ώρα 8.30 π.μ. στον Ι.Ν. Αγ. Σύλλα στον Άγ. Σύλλα τελούμε 40ήμερο μνημόσυνο υπέρ αναπαύσεως της ψυχής του αγαπημένου μας συζύγου, πατέρα, παππού και αδελφού ΒΑΡΔΗ ΣΑΜΑΡΙΤΑΚΗ και παρακαλούμε συγγενείς και φίλους όπως παραστούν. Η σύζυγος: Ζαφειρία Σαμαριτάκη. Τα παιδιά: Γεώργιος και Ευανθία Σαμαριτάκη, Μιχαήλ και Ελένη Σαμαριτάκη, Βύρωνας και Ι. Ποδιά. Τα εγγόνια και οι λοιποί συγγενείς.: [765, 2001, 976, 2127]
- doctors-banner: ΙΑΤΡΟΙ: [64, 1506, 225, 1550]
- fragkaki-institute: ΕΡΓΑΣΤΗΡΙΑ ΕΛΕΥΘΕΡΩΝ ΣΠΟΥΔΩΝ: [1200, 1883, 1544, 1898]
- vet-text: Ο Κτηνίατρος ΜΑΝΟΛΗΣ ΣΤΡΑΤΑΚΗΣ στη Χαριλάου Τρικούπη 31 Τηλ. 259618. Ώρες 8.30 - 1.30 & 5 - 8. Εκτός τα απογεύματα Τρίτης, Πέμπτης και Σαββάτου.: [627, 1157, 790, 1219]
- memorial-box-5: [617, 1958, 985, 2280]
- memorial-4-heading: ΜΝΗΜΟΣΥΝΟ: [741, 1625, 862, 1645]
- doctor-c2-6-text: Δέχεται στο ιατρείο του, οδός Αρβάτου 19 (κτήριο ΕΤΒΑ), Καθημερινά εκτός Σαββάτου 9-1 και 5.30-8. Τηλ. 225.590 - 284.802: [243, 2186, 410, 2219]
- referees-text: ΑΠΟ την ΕΟΔ/ΕΚΑΣΚ ορίσθηκαν οι διαιτητές των αγώνων του πρωταθλήματος Παίδων και του τουρνουά Γυναικών που οργανώνει η ΓΕΗ και είναι οι εξής: Πρωτάθλημα Παίδων. Ηρόδοτος-Εργοτέλης, οι κ.κ. Ευαγγελινός και Μ. Χαλκιαδάκης. Ανδρογέας-Αθλεση, οι κ.κ. Ράλλης και Αντωνακάκης. Αναγέννηση-Δελινά, οι κ.κ. Ι. Ναλετάκης και Πολάκης. Ηράκλειο-ΟΦΗ, οι κ.κ. Μαγγανάς και Σκανδαλάκης. Τουρνουά Γυναικών. ΓΕΗ-Παγκράτι, Σάββατο 7μμ., κλειστό Αρχανών, οι κ.κ. Ράλλης και Κουρκουνάκης. Ηροδότου-Παγκράτι, Κυριακή 10πμ., οι κ.κ. Μαγγανάς και Σαπουλάκης. Μικτή ΓΕΗ και Ηροδότου-Παγκράτι, Κυριακή 3μμ., οι κ.κ. Μ. Χαλκιαδάκης και Μ. Ναλετάκης.: [1372, 289, 1552, 466]
- sports-banner-title: ΑΘΛΗΤΙΚΗ: [1098, 151, 1266, 189]
- memorial-5-photo: [632, 2005, 754, 2166]
- serial-number: 124: [135, 335, 162, 352]
- memorial-box-2: [63, 1307, 599, 1494]
- doctor-c1-5-name: Dr. Β. ΠΟΥΛΙΑΝΑΚΗΣ Χειρούργος: [76, 2085, 216, 2094]
- memorial-2-heading: ΜΝΗΜΟΣΥΝΟ: [275, 1316, 387, 1335]
- doctor-c1-3: [64, 1816, 228, 1945]
- notice-3-text: Το Πανεπιστήμιο Κρήτης προκηρύσσει τακτικό μειοδοτικό διαγωνισμό, για την εκμίσθωση εστιατορίων σίτισης φοιτητών των σχολών του ΠΚ στο Ηράκλειο και την Φοιτητική Λέσχη για χρονικό διάστημα 2-4 μηνών. Ο διαγωνισμός θα γίνει στις 28 Σεπτεμβρίου 1988 ημέρα Τετάρτη και ώρα 11.11 π.μ. στα γραφεία της Οικονομικής Υπηρεσίας του Π.Κ. στο Ηράκλειο. Πληροφορίες και αναλυτικές διακηρύξεις στην Οικονομική Υπηρεσία του Π.Κ. Λεωφ. Κνωσού 91 Ηράκλειο τηλ. 235-014 εσωτ. 47 ή 55. Ο Αντιπρύτανης του Π.Κ. Δημ. Πλουμπίδης: [620, 763, 794, 915]
- crib-icon: [1380, 2080, 1535, 2234]
- serial-header: [64, 120, 605, 332]
- fragkaki-addr: Λ. ΔΗΜΟΚΡΑΤΙΑΣ 17: [1321, 1912, 1423, 1923]
- omiroli-tag-3: κρεβατάκια: [1437, 2037, 1508, 2066]
- doctor-c2-4-name: ΚΑΡΦΟΠΟΥΛΟΣ ΘΕΟΔΩΡΟΣ: [264, 1903, 389, 1913]
- volley-col-1: Στο πιο καθοριστικό αγώνα της προκριματικής Β' φάσης που οδηγεί στην Β' Εθνική η Γυναικεία ομάδα βόλεϊ της ΓΕΗ έχασε με 3-0 σετ από την Ολυμπιάδα Πατρών και έτσι αποκλείστηκε. Από τις εντός έδρας στους αγώνες που έδωσε τα κορίτσια ήταν καλύτερα αλλά δεν μπόρεσαν να πάρουν τη νίκη. Τα σετ ήταν 15-13, 15-11, 15-11 και δείχνουν ότι τα κορίτσια της ΓΕΗ πάλεψαν αρκετά αλλά έχασαν από μία πολύ καλή ομάδα. Ακόμα ένας άλλος λόγος που έχασαν ήταν ότι επηρεάστηκαν ψυχολογικά από τα βαθμό-: [993, 312, 1174, 441]
- doctor-c3-5-text: Ιατρός Πνευμονολόγος Φυματιολόγος. Διδάκτωρ Πανεπιστημίου Αθηνών. Τ. Επιμελητής Νοσ. Θώρακος Αθηνών «ΣΩΤΗΡΙΑ». Έλεγχος αναπνευστικής λειτουργίας. Δέχεται καθημερινά στο ΙΑΤΡΙΚΟ ΚΕΝΤΡΟ ΚΡΗΤΗΣ (μέγαρο ΗΛΕΚΤΡΑ) πρωί 9-1.30, απογ. 5.30-8, εκτός Σαββάτου. Τηλ. 229.812: [426, 2090, 598, 2183]
- doctor-c1-4: [64, 1958, 228, 2074]
- notice-seame: [805, 795, 982, 1286]
- doctor-c2-1-text: Κυτταρολόγος. Πλ. Κορνάρου 20 (Δίπλα στο Ταχ. Ταμιευτήριο) Θέσεις Εκτός Παρ. Τηλ. 288.095. Δέχεται καθημερινά 9-1.30π.μ. εκτός Σαββάτου. Δέχεται 6-8μμ Δευτέρα και Πέμπτη.: [240, 1518, 413, 1564]
- notice-5-text: Καλούνται όσοι έχουν τα τυπικά και ουσιαστικά προσόντα και επιθυμούν να διδάξουν στη Σ.Ε.Α.Μ.Ε. Ηρακλείου μαθήματα που περιλαμβάνονται στο πρόγραμμά της (Παιδαγωγικά, Φιλοσοφία, Κοινωνιολογία, Θεολογικά μαθήματα, Μαθηματικά, Φυσική, Χημεία, Βιολογία, Ιστορία, Νέα Ελληνική Φιλολογία και Ιατρικά, ν' απευθύνουν αίτηση, μαζί με τα δικαιολογητικά τους και με βιογραφικό σημείωμα στη Σ.Ε.Α.Μ.Ε. Ηρακλείου Ακαδημία-Σταυρωμένος, τηλ. 250094 έγκαιρα μέχρι τις 23 Σεπτεμβρίου 1988. Περισσότερες πληροφορίες δίδονται από τη Γραμματεία της Σ.Ε.Α.Μ.Ε. Ηράκλειο 7 Σεπτεμβρίου 1988. Ο Διευθυντής της Σ.Ε.Α.Μ.Ε. Εμμ. Καλοφωκάκης: [805, 846, 982, 1035]
- gei-text: ΣΕ φιλικό αγώνα που έγινε χθες η ανδρική ομάδα μπάσκετ της ΓΕΗ κέρδισε την αντίστοιχη του Ηροδότου με 74-43: [1372, 1602, 1552, 1635]
- notice-tei-electronics: [620, 120, 794, 448]
- doctor-c3-3-text: Πτυχιούχος του Πανεπιστημίου Βερολίνου. Δέχεται στο ιατρείο της απογεύματα 5.30-8 καθημερινά, οδός Κόλφη 7, Πλ. Αγ. Δημητρίου. Τηλ. 289.966 ιατρείο, 287.277 οικία.: [425, 1817, 599, 1863]
- doctor-c3-4: [425, 1941, 599, 2070]
- doctor-c2-4: [240, 1902, 414, 2025]
- paper-name: ΠΑΤΡΙΣ: [765, 67, 845, 88]
- women-basket-text: ΣΗΜΕΡΑ στις 9 το βράδυ στην Αλικαρνασσό θα γίνει φιλικός αγώνας μπάσκετ μεταξύ των Γυναικείων ομάδων του Ηροδότου και της ΓΕΗ.: [1372, 842, 1552, 875]
- doctor-c1-3-name: ΔΕΣΠΟΙΝΑ ΠΛΕΥΡΑΚΗ - ΚΑΝΑΒΑΚΗ: [65, 1817, 227, 1826]
- gymnastics-title-3: ΓΥΜΝΑΣΤΙΚΗ: [1212, 963, 1329, 983]
- segas-title-2: τα «Κνώσεια»: [1061, 586, 1292, 627]
- memorial-4-text: Την Κυριακή 11 Σεπτεμβρίου και ώρα 8.30 π.μ. στον Ι.Ν. Αγ. Ιωάννη (Νεκροταφείο) τελούμε ετήσιο μνημόσυνο για την ανάπαυση της ψυχής του αγαπημένου μας συζύγου, πατέρα, αδελφού, παππού και θείου ΓΕΩΡΓΙΟΥ ΜΑΡΚΑΚΗ και καλούμε συγγενείς και φίλους να τιμήσουν τη μνήμη του. Η σύζυγος: Μαρία Μαρκάκη. Τα παιδιά: Ελευθέριος Μαρκάκης και Σοφία, Νικόλαος και Ευάγγελος Κοκολάκης, Ηλίας και Ελένη Μαρκάκη, Νικόλαος και Καλλιόπη Μαρκάκη. Τα εγγόνια και οι λοιποί συγγενείς. Σημ.: Καφές θα προσφερθεί στο καφενείο Καστορας, Κομνηνών 58.: [772, 1657, 976, 1809]
- issue-date: Παρασκευή 9 Σεπτεμβρίου 1988: [64, 72, 222, 84]
- notice-2-head: ΕΛΛΗΝΙΚΗ ΔΗΜΟΚΡΑΤΙΑ Τ.Ε.Ι. ΗΡΑΚΛΕΙΟΥ: [620, 455, 779, 464]
- doctor-c1-5: [64, 2084, 228, 2277]
- doctor-c2-2-name: ΑΡΓΥΡΩ Ε. ΤΖΑΝΟΔΑΣΚΑΛΑΚΗ: [256, 1637, 397, 1646]
- memorial-box-3: [617, 1289, 985, 1611]
- gymnastics-title-2: ΣΤΗΝ ΕΝΟΡΓΑΝΗ: [1193, 938, 1347, 958]
- doctor-c2-2-text: Χειρούργος Οδοντίατρος. Δέχεται καθημερινά σε ιατρείο της οδός Αγ. Τίτου 1 και Χορακών (έναντι Εκκλησίας «Αγ. Τίτου»). Τηλ. Ιατρείου 286.674, Οικίας 235.910: [241, 1648, 412, 1694]
- doctor-c1-1: [64, 1557, 228, 1686]
- notice-3-title: ΠΕΡΙΛΗΠΤΙΚΗ ΔΙΑΚΗΡΥΞΗ: [632, 745, 781, 758]
